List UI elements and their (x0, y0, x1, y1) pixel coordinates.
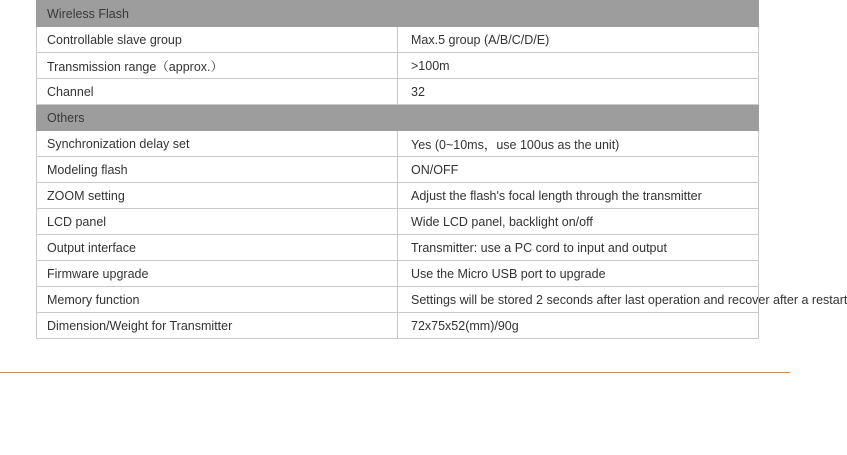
table-row (37, 287, 759, 313)
table-row (37, 209, 759, 235)
row-value: 32 (398, 79, 759, 105)
row-value: ON/OFF (398, 157, 759, 183)
row-label: Memory function (37, 287, 398, 313)
section-header-wireless-flash (37, 1, 759, 27)
row-value: 72x75x52(mm)/90g (398, 313, 759, 339)
table-row (37, 235, 759, 261)
table-row (37, 261, 759, 287)
row-value: Adjust the flash's focal length through the transmitter (398, 183, 759, 209)
table-row (37, 131, 759, 157)
section-header-others (37, 105, 759, 131)
footer-divider (0, 372, 790, 373)
table-row (37, 157, 759, 183)
row-label: ZOOM setting (37, 183, 398, 209)
table-row (37, 79, 759, 105)
row-value: >100m (398, 53, 759, 79)
row-value: Use the Micro USB port to upgrade (398, 261, 759, 287)
row-value: Max.5 group (A/B/C/D/E) (398, 27, 759, 53)
row-label: Controllable slave group (37, 27, 398, 53)
table-row (37, 183, 759, 209)
section-title: Others (37, 105, 759, 131)
row-value: Yes (0~10ms，use 100us as the unit) (398, 131, 759, 157)
row-label: Dimension/Weight for Transmitter (37, 313, 398, 339)
row-label: Synchronization delay set (37, 131, 398, 157)
row-value: Settings will be stored 2 seconds after last operation and recover after a restart (398, 287, 759, 313)
section-title: Wireless Flash (37, 1, 759, 27)
row-label: Transmission range（approx.） (37, 53, 398, 79)
spec-table (36, 0, 847, 339)
row-label: LCD panel (37, 209, 398, 235)
table-row (37, 27, 759, 53)
row-value: Transmitter: use a PC cord to input and output (398, 235, 759, 261)
row-label: Output interface (37, 235, 398, 261)
row-value: Wide LCD panel, backlight on/off (398, 209, 759, 235)
table-row (37, 313, 759, 339)
table-row (37, 53, 759, 79)
row-label: Firmware upgrade (37, 261, 398, 287)
row-label: Modeling flash (37, 157, 398, 183)
row-label: Channel (37, 79, 398, 105)
